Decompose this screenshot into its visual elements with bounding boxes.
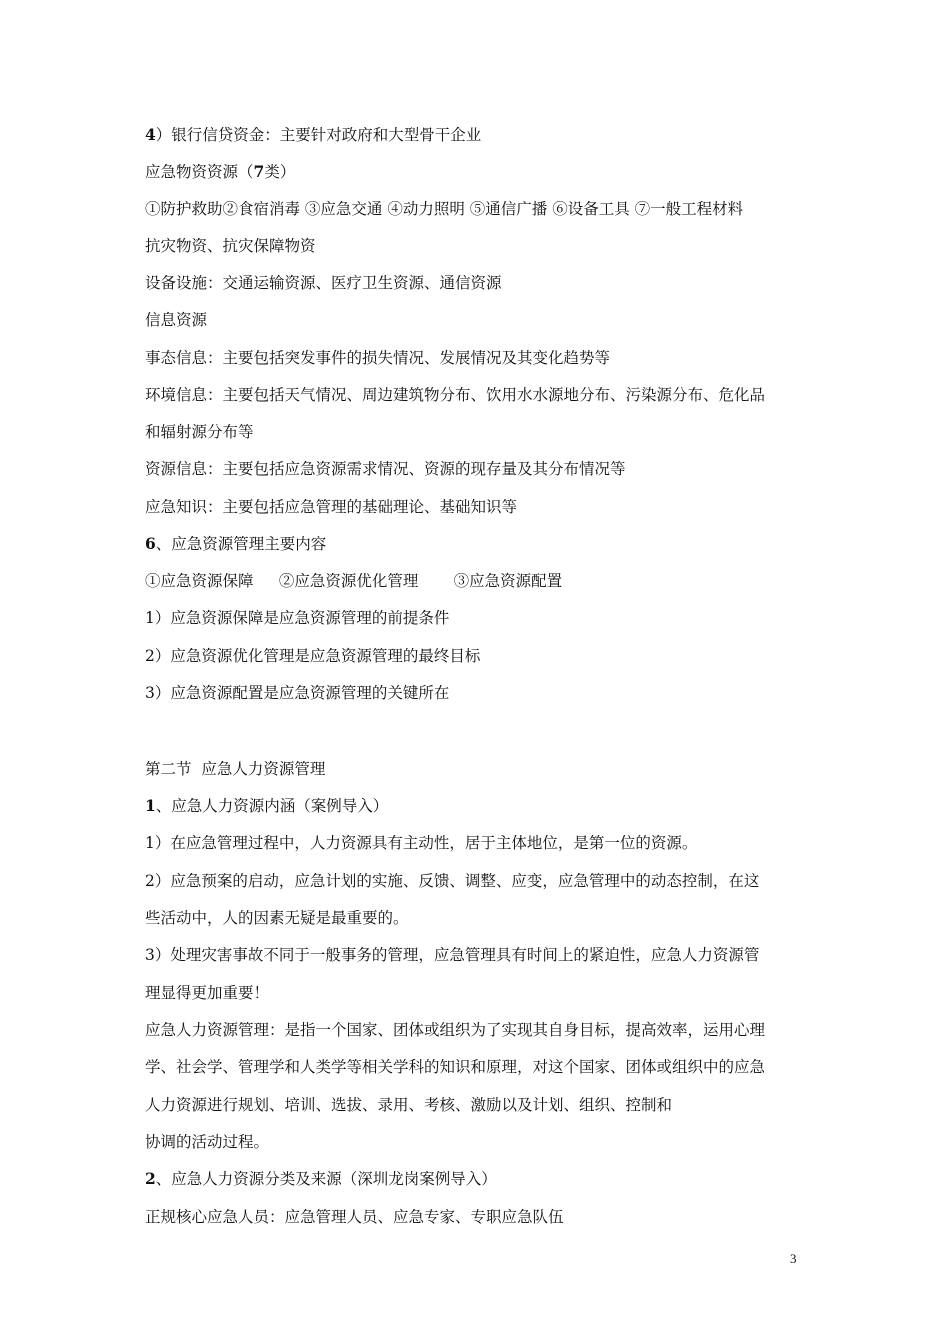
item-number: 4 xyxy=(145,125,156,144)
text-line: 些活动中，人的因素无疑是最重要的。 xyxy=(145,909,409,927)
section-heading: 应急物资资源（7类） xyxy=(145,162,296,181)
text-line: ①应急资源保障 ②应急资源优化管理 ③应急资源配置 xyxy=(145,572,563,590)
text-line: 抗灾物资、抗灾保障物资 xyxy=(145,237,316,255)
text-line: 环境信息：主要包括天气情况、周边建筑物分布、饮用水水源地分布、污染源分布、危化品 xyxy=(145,386,766,404)
text-line: 正规核心应急人员：应急管理人员、应急专家、专职应急队伍 xyxy=(145,1208,564,1226)
text-line: 应急人力资源管理：是指一个国家、团体或组织为了实现其自身目标，提高效率，运用心理 xyxy=(145,1021,766,1039)
text-line: 学、社会学、管理学和人类学等相关学科的知识和原理，对这个国家、团体或组织中的应急 xyxy=(145,1058,766,1076)
numbered-heading: 6、应急资源管理主要内容 xyxy=(145,534,327,553)
numbered-heading: 2、应急人力资源分类及来源（深圳龙岗案例导入） xyxy=(145,1169,497,1188)
numbered-heading: 1、应急人力资源内涵（案例导入） xyxy=(145,796,389,815)
text-line: 和辐射源分布等 xyxy=(145,423,254,441)
text-line: 4）银行信贷资金：主要针对政府和大型骨干企业 xyxy=(145,125,482,144)
text-line: 资源信息：主要包括应急资源需求情况、资源的现存量及其分布情况等 xyxy=(145,460,626,478)
text-line: 1）在应急管理过程中，人力资源具有主动性，居于主体地位，是第一位的资源。 xyxy=(145,834,698,852)
text-line: ①防护救助②食宿消毒 ③应急交通 ④动力照明 ⑤通信广播 ⑥设备工具 ⑦一般工程材料 xyxy=(145,200,744,218)
item-number: 6 xyxy=(145,534,156,553)
text-line: 1）应急资源保障是应急资源管理的前提条件 xyxy=(145,609,450,627)
section-heading: 信息资源 xyxy=(145,311,208,329)
text-line: 理显得更加重要！ xyxy=(145,984,270,1002)
section-title: 第二节 应急人力资源管理 xyxy=(145,760,326,778)
text-line: 2）应急资源优化管理是应急资源管理的最终目标 xyxy=(145,647,481,665)
text-line: 设备设施：交通运输资源、医疗卫生资源、通信资源 xyxy=(145,274,502,292)
text-line: 3）处理灾害事故不同于一般事务的管理，应急管理具有时间上的紧迫性，应急人力资源管 xyxy=(145,946,760,964)
page-number: 3 xyxy=(790,1251,797,1266)
text-line: 2）应急预案的启动，应急计划的实施、反馈、调整、应变，应急管理中的动态控制，在这 xyxy=(145,872,760,890)
item-number: 2 xyxy=(145,1169,156,1188)
text-line: 人力资源进行规划、培训、选拔、录用、考核、激励以及计划、组织、控制和 xyxy=(145,1096,673,1114)
text-line: 应急知识：主要包括应急管理的基础理论、基础知识等 xyxy=(145,498,518,516)
item-number: 1 xyxy=(145,796,156,815)
text-line: 3）应急资源配置是应急资源管理的关键所在 xyxy=(145,684,450,702)
text-line: 协调的活动过程。 xyxy=(145,1133,270,1151)
text-line: 事态信息：主要包括突发事件的损失情况、发展情况及其变化趋势等 xyxy=(145,349,611,367)
count-number: 7 xyxy=(253,162,265,181)
